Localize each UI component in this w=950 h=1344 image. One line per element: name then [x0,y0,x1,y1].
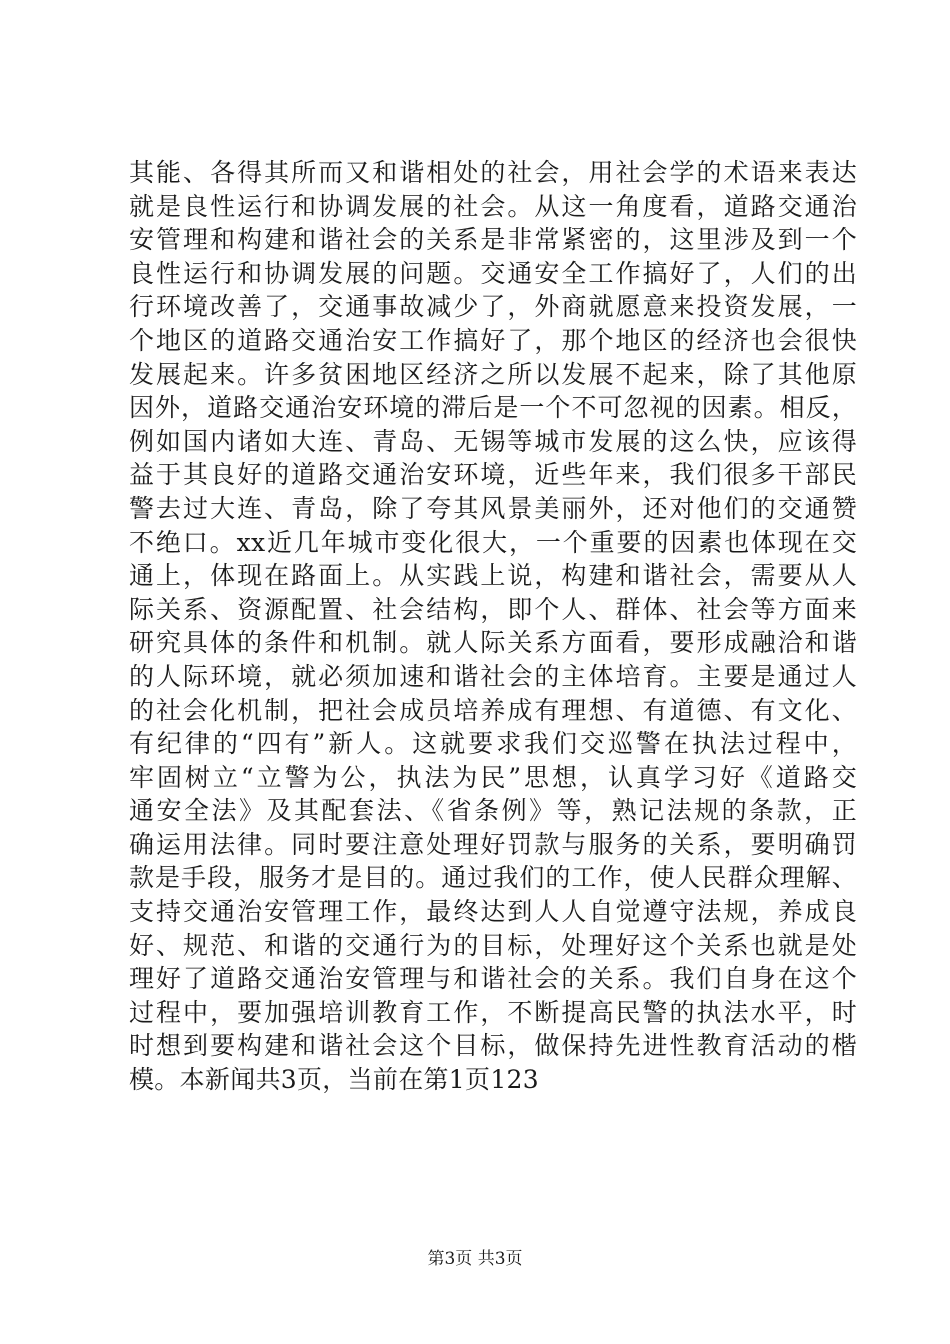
text-line: 其能、各得其所而又和谐相处的社会，用社会学的术语来表达 [129,158,857,187]
text-line: 例如国内诸如大连、青岛、无锡等城市发展的这么快，应该得 [129,426,857,456]
text-line: 因外，道路交通治安环境的滞后是一个不可忽视的因素。相反， [129,393,857,423]
text-line: 有纪律的“四有”新人。这就要求我们交巡警在执法过程中， [129,729,857,759]
text-line: 确运用法律。同时要注意处理好罚款与服务的关系，要明确罚 [129,829,857,859]
text-line: 支持交通治安管理工作，最终达到人人自觉遵守法规，养成良 [129,897,857,927]
text-line: 通安全法》及其配套法、《省条例》等，熟记法规的条款，正 [129,796,857,826]
text-line: 个地区的道路交通治安工作搞好了，那个地区的经济也会很快 [129,325,857,355]
text-line: 的社会化机制，把社会成员培养成有理想、有道德、有文化、 [129,695,857,725]
text-line: 不绝口。xx近几年城市变化很大，一个重要的因素也体现在交 [129,527,857,557]
text-line: 通上，体现在路面上。从实践上说，构建和谐社会，需要从人 [129,561,857,591]
text-line: 牢固树立“立警为公，执法为民”思想，认真学习好《道路交 [129,762,857,792]
text-line: 行环境改善了，交通事故减少了，外商就愿意来投资发展，一 [129,292,857,322]
text-line: 过程中，要加强培训教育工作，不断提高民警的执法水平，时 [129,997,857,1027]
text-line: 好、规范、和谐的交通行为的目标，处理好这个关系也就是处 [129,930,857,960]
body-text [129,156,857,1097]
text-line: 益于其良好的道路交通治安环境，近些年来，我们很多干部民 [129,460,857,490]
text-line-last: 模。本新闻共3页，当前在第1页123 [129,1065,539,1095]
text-line: 安管理和构建和谐社会的关系是非常紧密的，这里涉及到一个 [129,225,857,255]
text-line: 时想到要构建和谐社会这个目标，做保持先进性教育活动的楷 [129,1031,857,1061]
text-line: 就是良性运行和协调发展的社会。从这一角度看，道路交通治 [129,191,857,221]
text-line: 理好了道路交通治安管理与和谐社会的关系。我们自身在这个 [129,964,857,994]
text-line: 款是手段，服务才是目的。通过我们的工作，使人民群众理解、 [129,863,857,893]
page-footer: 第3页 共3页 [427,1249,523,1269]
text-line: 警去过大连、青岛，除了夸其风景美丽外，还对他们的交通赞 [129,493,857,523]
text-line: 研究具体的条件和机制。就人际关系方面看，要形成融洽和谐 [129,628,857,658]
text-line: 际关系、资源配置、社会结构，即个人、群体、社会等方面来 [129,594,857,624]
text-line: 的人际环境，就必须加速和谐社会的主体培育。主要是通过人 [129,661,857,691]
text-line: 良性运行和协调发展的问题。交通安全工作搞好了，人们的出 [129,258,857,288]
text-line: 发展起来。许多贫困地区经济之所以发展不起来，除了其他原 [129,359,857,389]
